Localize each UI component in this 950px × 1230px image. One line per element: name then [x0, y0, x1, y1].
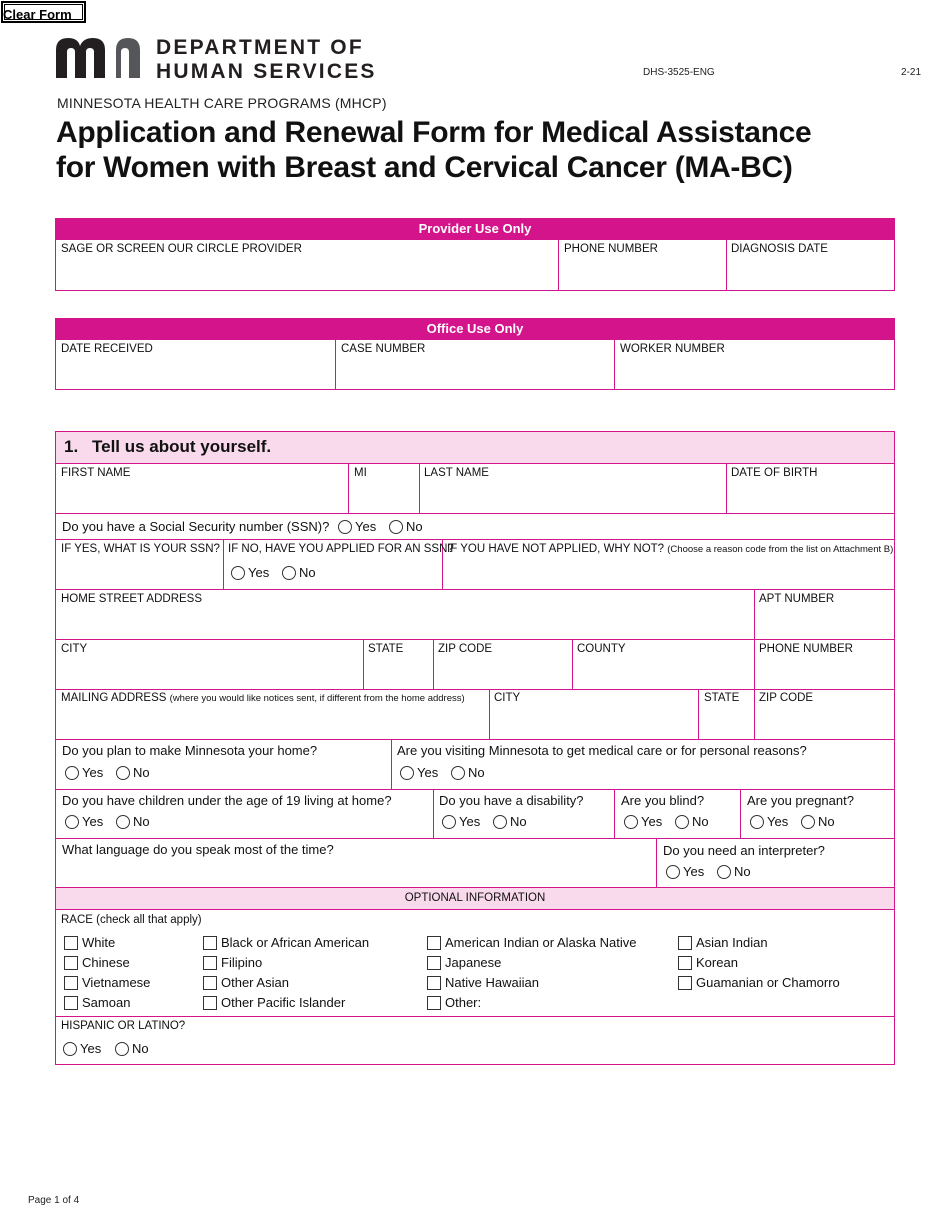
county-label: COUNTY [577, 643, 626, 655]
disability-yes-label: Yes [459, 814, 481, 829]
pregnant-no-radio[interactable] [801, 815, 815, 829]
ssn-reason-field[interactable] [446, 560, 890, 586]
race-samoan-checkbox[interactable] [64, 996, 78, 1010]
race-other-asian-checkbox[interactable] [203, 976, 217, 990]
city-label: CITY [61, 643, 88, 655]
race-japanese-label: Japanese [445, 955, 502, 970]
pregnant-yes-label: Yes [767, 814, 789, 829]
interpreter-yes-radio[interactable] [666, 865, 680, 879]
mail-city-field[interactable] [493, 710, 694, 736]
sage-provider-label: SAGE OR SCREEN OUR CIRCLE PROVIDER [61, 243, 302, 255]
form-date: 2-21 [901, 67, 922, 78]
race-black-checkbox[interactable] [203, 936, 217, 950]
applied-ssn-yes-radio[interactable] [231, 566, 245, 580]
first-name-field[interactable] [60, 484, 344, 510]
sage-provider-field[interactable] [60, 260, 554, 286]
applied-ssn-no-radio[interactable] [282, 566, 296, 580]
pregnant-question: Are you pregnant? [747, 793, 854, 808]
county-field[interactable] [576, 660, 750, 686]
applied-ssn-no-label: No [299, 565, 316, 580]
race-guamanian-checkbox[interactable] [678, 976, 692, 990]
race-label: RACE (check all that apply) [61, 914, 202, 926]
race-korean-checkbox[interactable] [678, 956, 692, 970]
interpreter-question: Do you need an interpreter? [663, 843, 825, 858]
disability-no-radio[interactable] [493, 815, 507, 829]
hispanic-yes-label: Yes [80, 1041, 102, 1056]
hispanic-no-label: No [132, 1041, 149, 1056]
state-field[interactable] [367, 660, 429, 686]
visiting-yes-radio[interactable] [400, 766, 414, 780]
mi-field[interactable] [353, 484, 415, 510]
diagnosis-date-field[interactable] [730, 260, 890, 286]
mail-state-label: STATE [704, 692, 740, 704]
race-other-pacific-label: Other Pacific Islander [221, 995, 346, 1010]
visiting-no-label: No [468, 765, 485, 780]
page-number: Page 1 of 4 [28, 1195, 80, 1206]
race-vietnamese-checkbox[interactable] [64, 976, 78, 990]
date-received-field[interactable] [60, 360, 330, 386]
office-header: Office Use Only [55, 318, 895, 340]
zip-field[interactable] [437, 660, 568, 686]
race-white-label: White [82, 935, 116, 950]
ssn-yes-radio[interactable] [338, 520, 352, 534]
mail-city-label: CITY [494, 692, 521, 704]
race-asian-indian-checkbox[interactable] [678, 936, 692, 950]
optional-header: OPTIONAL INFORMATION [404, 892, 546, 904]
race-american-indian-label: American Indian or Alaska Native [445, 935, 637, 950]
hispanic-label: HISPANIC OR LATINO? [61, 1020, 186, 1032]
children-yes-radio[interactable] [65, 815, 79, 829]
ssn-field[interactable] [60, 560, 218, 586]
hispanic-no-radio[interactable] [115, 1042, 129, 1056]
visiting-question: Are you visiting Minnesota to get medical care or for personal reasons? [397, 743, 807, 758]
race-native-hawaiian-label: Native Hawaiian [445, 975, 539, 990]
state-label: STATE [368, 643, 404, 655]
race-other-label: Other: [445, 995, 482, 1010]
blind-no-radio[interactable] [675, 815, 689, 829]
children-question: Do you have children under the age of 19 living at home? [62, 793, 392, 808]
interpreter-yes-label: Yes [683, 864, 705, 879]
agency-line1: DEPARTMENT OF [156, 36, 364, 59]
diagnosis-date-label: DIAGNOSIS DATE [731, 243, 828, 255]
children-no-label: No [133, 814, 150, 829]
home-phone-label: PHONE NUMBER [759, 643, 853, 655]
home-no-label: No [133, 765, 150, 780]
disability-question: Do you have a disability? [439, 793, 584, 808]
date-received-label: DATE RECEIVED [61, 343, 153, 355]
dhs-logo-icon [56, 38, 146, 78]
ssn-why-not-text: IF YOU HAVE NOT APPLIED, WHY NOT? [447, 543, 665, 555]
mail-state-field[interactable] [703, 710, 750, 736]
race-white-checkbox[interactable] [64, 936, 78, 950]
mailing-address-label [61, 692, 465, 704]
case-number-field[interactable] [340, 360, 610, 386]
language-field[interactable] [60, 860, 650, 884]
case-number-label: CASE NUMBER [341, 343, 426, 355]
interpreter-no-label: No [734, 864, 751, 879]
home-question: Do you plan to make Minnesota your home? [62, 743, 318, 758]
blind-question: Are you blind? [621, 793, 705, 808]
race-korean-label: Korean [696, 955, 738, 970]
visiting-yes-label: Yes [417, 765, 439, 780]
race-chinese-label: Chinese [82, 955, 130, 970]
mailing-address-field[interactable] [60, 710, 485, 736]
race-filipino-checkbox[interactable] [203, 956, 217, 970]
home-phone-field[interactable] [758, 660, 890, 686]
agency-line2: HUMAN SERVICES [156, 60, 377, 83]
mi-label: MI [354, 467, 367, 479]
race-guamanian-label: Guamanian or Chamorro [696, 975, 840, 990]
home-yes-radio[interactable] [65, 766, 79, 780]
section1-title: Tell us about yourself. [92, 437, 272, 456]
city-field[interactable] [60, 660, 359, 686]
interpreter-no-radio[interactable] [717, 865, 731, 879]
program-name: MINNESOTA HEALTH CARE PROGRAMS (MHCP) [57, 95, 387, 111]
provider-header: Provider Use Only [55, 218, 895, 240]
home-no-radio[interactable] [116, 766, 130, 780]
last-name-field[interactable] [423, 484, 722, 510]
disability-yes-radio[interactable] [442, 815, 456, 829]
clear-form-button[interactable]: Clear Form [1, 1, 86, 23]
pregnant-no-label: No [818, 814, 835, 829]
mail-zip-label: ZIP CODE [759, 692, 814, 704]
race-american-indian-checkbox[interactable] [427, 936, 441, 950]
race-black-label: Black or African American [221, 935, 370, 950]
worker-number-field[interactable] [619, 360, 889, 386]
ssn-no-radio[interactable] [389, 520, 403, 534]
race-japanese-checkbox[interactable] [427, 956, 441, 970]
home-address-label: HOME STREET ADDRESS [61, 593, 203, 605]
mail-zip-field[interactable] [758, 710, 890, 736]
title-line1: Application and Renewal Form for Medical Assistance [56, 116, 812, 149]
race-filipino-label: Filipino [221, 955, 263, 970]
race-native-hawaiian-checkbox[interactable] [427, 976, 441, 990]
blind-yes-label: Yes [641, 814, 663, 829]
page-title [56, 115, 811, 185]
home-address-field[interactable] [60, 610, 750, 636]
apt-label: APT NUMBER [759, 593, 835, 605]
ssn-if-no-label: IF NO, HAVE YOU APPLIED FOR AN SSN? [228, 543, 454, 555]
race-asian-indian-label: Asian Indian [696, 935, 768, 950]
agency-name [156, 36, 377, 84]
dob-label: DATE OF BIRTH [731, 467, 818, 479]
first-name-label: FIRST NAME [61, 467, 131, 479]
race-other-pacific-checkbox[interactable] [203, 996, 217, 1010]
race-other-asian-label: Other Asian [221, 975, 289, 990]
ssn-why-not-label [447, 543, 893, 555]
zip-label: ZIP CODE [438, 643, 493, 655]
ssn-no-label: No [406, 519, 423, 534]
home-yes-label: Yes [82, 765, 104, 780]
hispanic-yes-radio[interactable] [63, 1042, 77, 1056]
last-name-label: LAST NAME [424, 467, 489, 479]
race-other-field[interactable] [488, 993, 668, 1011]
ssn-why-not-note: (Choose a reason code from the list on Attachment B) [667, 544, 894, 555]
ssn-if-yes-label: IF YES, WHAT IS YOUR SSN? [61, 543, 220, 555]
children-no-radio[interactable] [116, 815, 130, 829]
section1-number: 1. [64, 437, 79, 456]
visiting-no-radio[interactable] [451, 766, 465, 780]
blind-no-label: No [692, 814, 709, 829]
apt-field[interactable] [758, 610, 890, 636]
race-samoan-label: Samoan [82, 995, 131, 1010]
provider-phone-field[interactable] [563, 260, 723, 286]
form-number: DHS-3525-ENG [643, 67, 715, 78]
mailing-note: (where you would like notices sent, if different from the home address) [169, 693, 465, 704]
disability-no-label: No [510, 814, 527, 829]
children-yes-label: Yes [82, 814, 104, 829]
blind-yes-radio[interactable] [624, 815, 638, 829]
ssn-yes-label: Yes [355, 519, 377, 534]
applied-ssn-yes-label: Yes [248, 565, 270, 580]
provider-phone-label: PHONE NUMBER [564, 243, 658, 255]
race-other-checkbox[interactable] [427, 996, 441, 1010]
title-line2: for Women with Breast and Cervical Cancer (MA-BC) [56, 151, 793, 184]
mailing-text: MAILING ADDRESS [61, 692, 167, 704]
dob-field[interactable] [730, 484, 890, 510]
ssn-question: Do you have a Social Security number (SSN)? [62, 519, 330, 534]
race-vietnamese-label: Vietnamese [82, 975, 151, 990]
language-question: What language do you speak most of the time? [62, 842, 334, 857]
worker-number-label: WORKER NUMBER [620, 343, 725, 355]
race-chinese-checkbox[interactable] [64, 956, 78, 970]
pregnant-yes-radio[interactable] [750, 815, 764, 829]
